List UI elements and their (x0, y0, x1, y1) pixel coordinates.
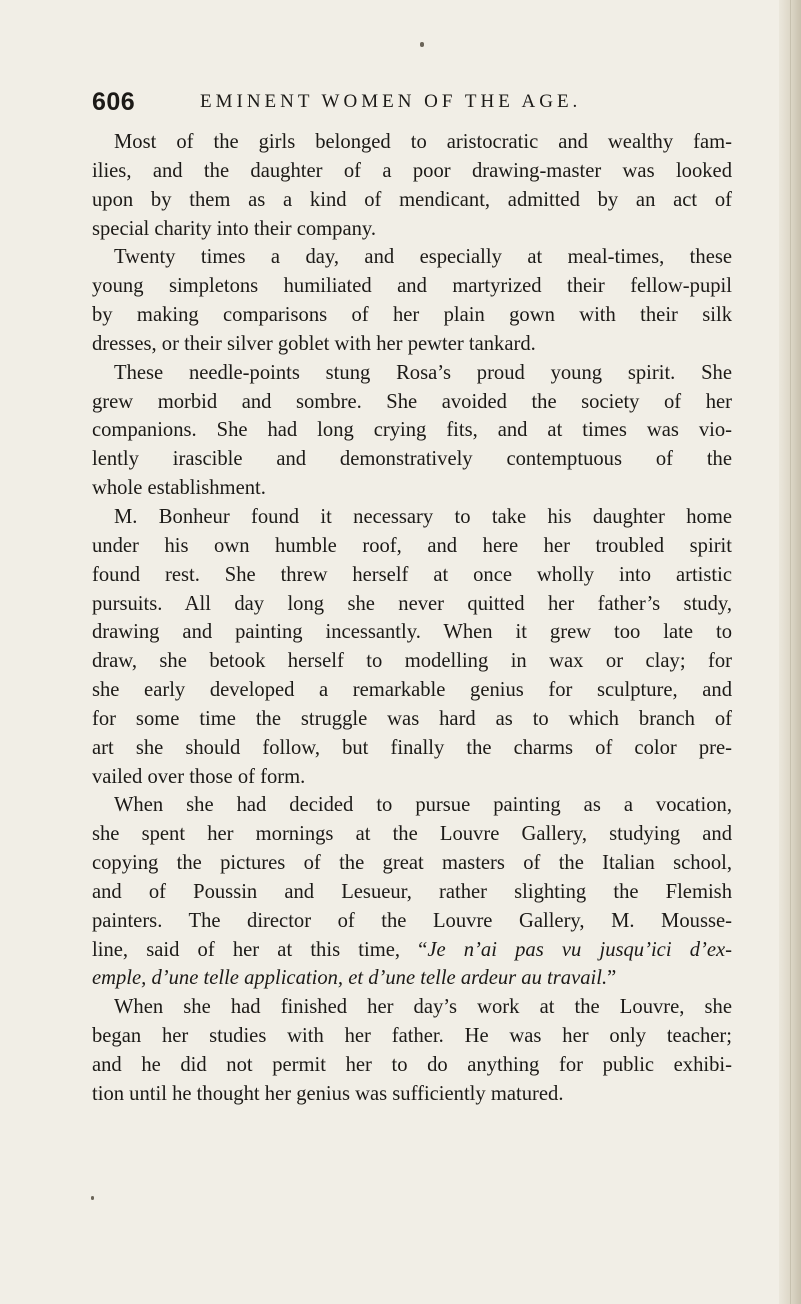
text-line: found rest. She threw herself at once wholly into artistic (92, 563, 732, 586)
text-line: she early developed a remarkable genius for sculpture, and (92, 679, 732, 702)
french-quote-text: Je n’ai pas vu jusqu’ici d’ex- (427, 938, 732, 961)
text-line: draw, she betook herself to modelling in wax or clay; for (92, 650, 732, 673)
text-line: and of Poussin and Lesueur, rather slighting the Flemish (92, 880, 732, 903)
ink-speck (91, 1196, 94, 1200)
text-line: young simpletons humiliated and martyrized their fellow-pupil (92, 275, 732, 298)
text-line: These needle-points stung Rosa’s proud young spirit. She (114, 361, 732, 384)
text-line: painters. The director of the Louvre Gallery, M. Mousse- (92, 909, 732, 932)
text-line: began her studies with her father. He was her only teacher; (92, 1025, 732, 1048)
text-line: whole establishment. (92, 477, 266, 500)
text-line: art she should follow, but finally the charms of color pre- (92, 736, 732, 759)
text-line: tion until he thought her genius was sufficiently matured. (92, 1082, 564, 1105)
paragraph (92, 503, 732, 791)
text-line: When she had decided to pursue painting as a vocation, (114, 794, 732, 817)
text-line: upon by them as a kind of mendicant, admitted by an act of (92, 188, 732, 211)
text-line: lently irascible and demonstratively contemptuous of the (92, 448, 732, 471)
text-line: Most of the girls belonged to aristocratic and wealthy fam- (114, 131, 732, 153)
text-line (92, 936, 732, 965)
text-run: ” (607, 967, 617, 990)
text-line: and he did not permit her to do anything for public exhibi- (92, 1054, 732, 1076)
page-number: 606 (92, 88, 136, 116)
text-line: by making comparisons of her plain gown with their silk (92, 304, 732, 327)
text-line: dresses, or their silver goblet with her pewter tankard. (92, 332, 536, 355)
page-header (92, 88, 732, 118)
text-line: M. Bonheur found it necessary to take his daughter home (114, 505, 732, 528)
text-line: copying the pictures of the great masters of the Italian school, (92, 852, 732, 875)
text-line: for some time the struggle was hard as to which branch of (92, 707, 732, 730)
text-line: under his own humble roof, and here her troubled spirit (92, 534, 732, 557)
ink-speck (420, 42, 424, 47)
text-line: she spent her mornings at the Louvre Gallery, studying and (92, 823, 732, 846)
text-line: drawing and painting incessantly. When it grew too late to (92, 621, 732, 644)
french-quote-text: emple, d’une telle application, et d’une telle ardeur au travail. (92, 967, 608, 990)
text-line: special charity into their company. (92, 217, 377, 240)
paragraph (92, 359, 732, 503)
text-run: line, said of her at this time, “ (92, 938, 428, 961)
paragraph (92, 791, 732, 993)
text-line: pursuits. All day long she never quitted her father’s study, (92, 592, 732, 615)
text-line: When she had finished her day’s work at the Louvre, she (114, 996, 732, 1019)
paragraph (92, 128, 732, 243)
text-line: grew morbid and sombre. She avoided the society of her (92, 390, 732, 413)
text-line: Twenty times a day, and especially at meal-times, these (114, 246, 732, 269)
text-line: ilies, and the daughter of a poor drawing-master was looked (92, 159, 732, 182)
text-line (92, 964, 732, 993)
text-line: companions. She had long crying fits, and at times was vio- (92, 419, 732, 442)
running-head: EMINENT WOMEN OF THE AGE. (200, 91, 582, 112)
paragraph (92, 243, 732, 358)
page-edge-line (790, 0, 791, 1304)
text-line: vailed over those of form. (92, 765, 306, 788)
paragraph (92, 993, 732, 1108)
body-text (92, 128, 732, 1109)
